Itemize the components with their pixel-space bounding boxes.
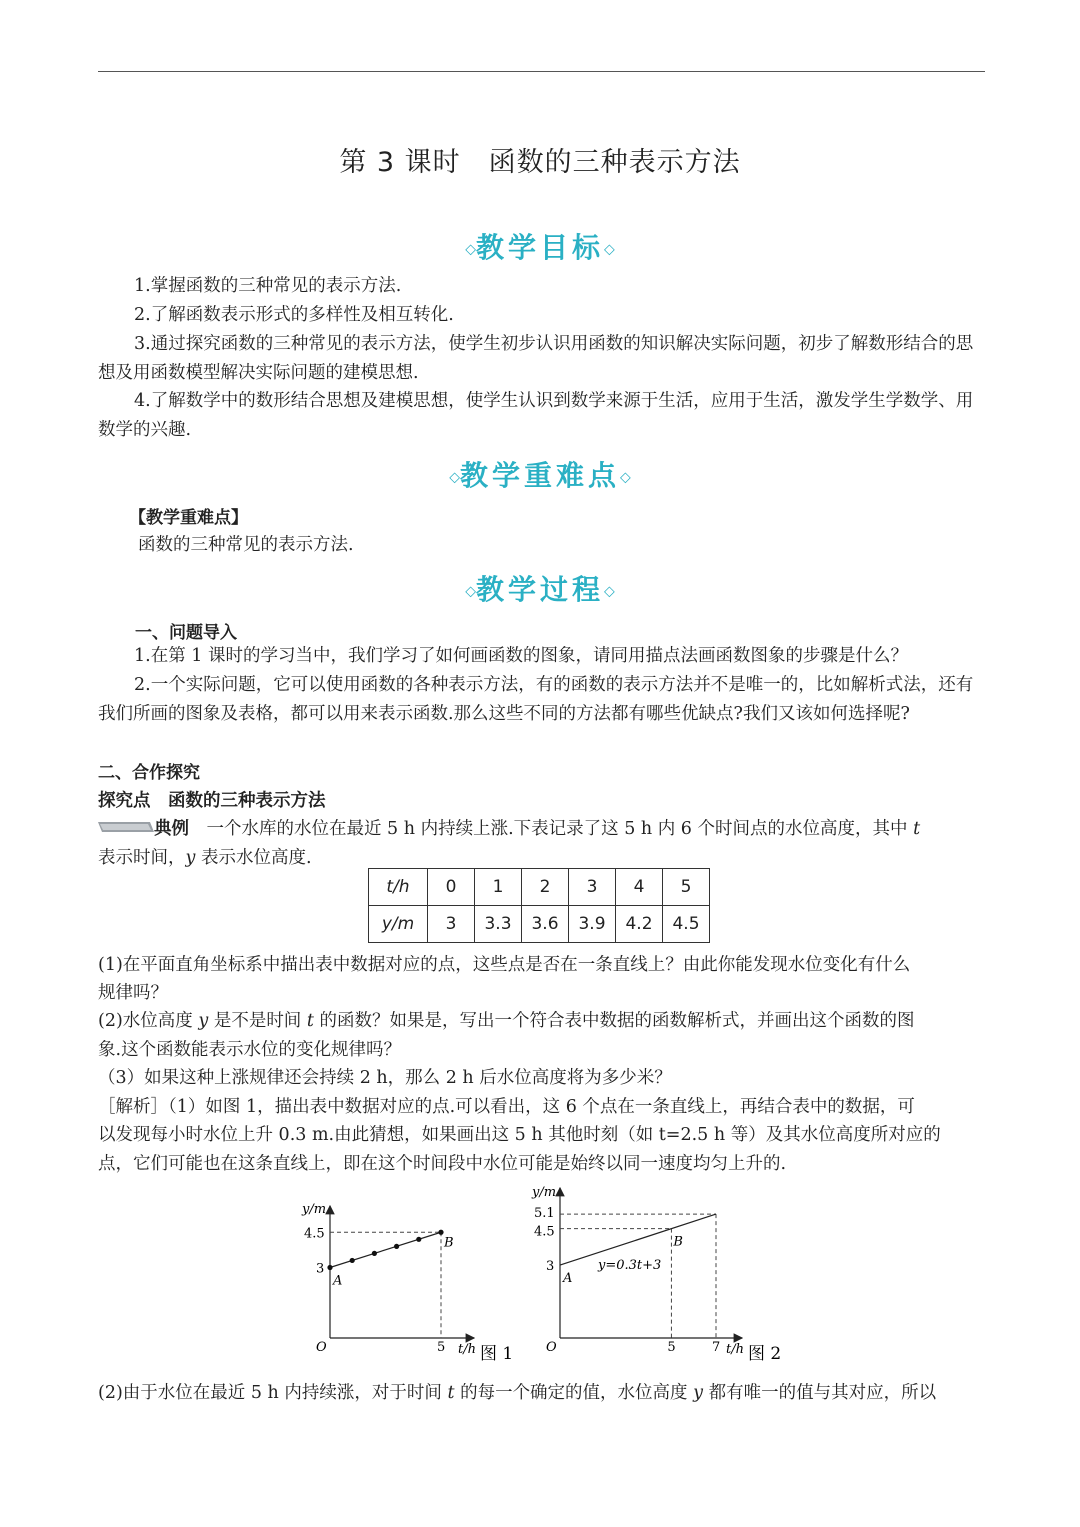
figure-caption: 图 2	[748, 1344, 782, 1364]
table-cell: 3	[569, 869, 616, 906]
table-header-cell: y/m	[369, 906, 428, 943]
example-tag-icon	[98, 820, 154, 834]
section-title: 教学过程	[475, 573, 604, 606]
data-point	[372, 1251, 377, 1256]
objective-1: 1.掌握函数的三种常见的表示方法.	[134, 276, 402, 296]
table-row	[369, 906, 710, 943]
point-label-b: B	[444, 1235, 454, 1251]
table-cell: 4.2	[616, 906, 663, 943]
example-text-3: 表示水位高度.	[195, 848, 312, 868]
last-text: 都有唯一的值与其对应，所以	[703, 1383, 937, 1403]
section-header-process	[0, 568, 1080, 608]
diamond-icon: ◇	[620, 469, 631, 486]
table-row	[369, 869, 710, 906]
q2-text: 的函数？如果是，写出一个符合表中数据的函数解析式，并画出这个函数的图	[313, 1011, 915, 1031]
point-label-a: A	[333, 1273, 343, 1289]
section-title: 教学目标	[475, 231, 604, 264]
y-axis-label: y/m	[532, 1185, 557, 1200]
y-axis-label: y/m	[302, 1202, 327, 1217]
objective-3: 3.通过探究函数的三种常见的表示方法，使学生初步认识用函数的知识解决实际问题，初步了解数形结合的思想及用函数模型解决实际问题的建模思想.	[98, 334, 974, 383]
data-point	[394, 1244, 399, 1249]
page-title: 第 3 课时 函数的三种表示方法	[339, 147, 741, 178]
top-rule	[98, 71, 985, 72]
point-label-a: A	[563, 1271, 573, 1287]
x-tick-label: 7	[712, 1340, 721, 1355]
figure-1-chart	[296, 1198, 526, 1370]
section-title: 教学重难点	[459, 459, 620, 492]
y-tick-label: 5.1	[534, 1206, 555, 1222]
table-header-cell: t/h	[369, 869, 428, 906]
question-2-line-1	[98, 1007, 915, 1032]
question-1-line-2: 规律吗？	[98, 983, 168, 1003]
key-points-label: 【教学重难点】	[129, 508, 248, 528]
data-point	[438, 1230, 443, 1235]
table-cell: 3.6	[522, 906, 569, 943]
example-line-1	[98, 815, 920, 840]
x-tick-label: 5	[437, 1340, 446, 1355]
var-t: t	[306, 1011, 314, 1031]
intro-question-1: 1.在第 1 课时的学习当中，我们学习了如何画函数的图象，请同用描点法画函数图象的步骤是什么？	[134, 646, 908, 666]
diamond-icon: ◇	[604, 583, 615, 600]
table-cell: 0	[428, 869, 475, 906]
part2-title: 二、合作探究	[98, 763, 200, 783]
table-cell: 1	[475, 869, 522, 906]
var-t: t	[913, 819, 921, 839]
intro-question-2: 2.一个实际问题，它可以使用函数的各种表示方法，有的函数的表示方法并不是唯一的，比如解析式法，还有我们所画的图象及表格，都可以用来表示函数.那么这些不同的方法都有哪些优缺点?我们又该如何选择呢?	[98, 675, 974, 724]
table-cell: 3	[428, 906, 475, 943]
y-tick-label: 4.5	[534, 1224, 555, 1240]
diamond-icon: ◇	[604, 241, 615, 258]
solution-line-1	[98, 1093, 915, 1118]
last-text: 的每一个确定的值，水位高度	[454, 1383, 694, 1403]
diamond-icon: ◇	[449, 469, 460, 486]
q2-text: (2)水位高度	[98, 1011, 199, 1031]
section-header-key-points	[0, 454, 1080, 494]
origin-label: O	[546, 1340, 557, 1355]
question-3: （3）如果这种上涨规律还会持续 2 h，那么 2 h 后水位高度将为多少米？	[98, 1068, 672, 1088]
last-line	[98, 1379, 936, 1404]
var-y: y	[185, 848, 196, 868]
y-tick-label: 4.5	[304, 1226, 325, 1242]
x-tick-label: 5	[667, 1340, 676, 1355]
table-cell: 3.9	[569, 906, 616, 943]
data-point	[350, 1258, 355, 1263]
part1-title: 一、问题导入	[135, 623, 237, 643]
point-label-b: B	[673, 1234, 683, 1250]
example-label: 典例	[154, 819, 189, 839]
guide-lines	[330, 1232, 441, 1338]
var-y: y	[198, 1011, 209, 1031]
equation-label: y=0.3t+3	[598, 1258, 662, 1274]
axis-labels	[301, 1202, 513, 1364]
example-text: 一个水库的水位在最近 5 h 内持续上涨.下表记录了这 5 h 内 6 个时间点的水位高度，其中	[206, 819, 914, 839]
table-cell: 2	[522, 869, 569, 906]
example-line-2	[98, 844, 312, 869]
solution-line-2: 以发现每小时水位上升 0.3 m.由此猜想，如果画出这 5 h 其他时刻（如 t=2.5 h 等）及其水位高度所对应的	[98, 1125, 941, 1145]
solution-line-3: 点，它们可能也在这条直线上，即在这个时间段中水位可能是始终以同一速度均匀上升的.	[98, 1154, 787, 1174]
explore-point-label: 探究点 函数的三种表示方法	[98, 791, 326, 811]
table-cell: 5	[663, 869, 710, 906]
var-t: t	[447, 1383, 455, 1403]
x-axis-label: t/h	[726, 1342, 744, 1357]
x-axis-label: t/h	[458, 1342, 476, 1357]
axis-labels	[531, 1185, 781, 1364]
table-cell: 4.5	[663, 906, 710, 943]
diamond-icon: ◇	[465, 241, 476, 258]
key-points-text: 函数的三种常见的表示方法.	[138, 535, 354, 555]
objective-4: 4.了解数学中的数形结合思想及建模思想，使学生认识到数学来源于生活，应用于生活，激发学生学数学、用数学的兴趣.	[98, 391, 974, 440]
diamond-icon: ◇	[465, 583, 476, 600]
question-1-line-1: (1)在平面直角坐标系中描出表中数据对应的点，这些点是否在一条直线上？由此你能发现水位变化有什么	[98, 955, 911, 975]
series-line	[330, 1232, 441, 1267]
origin-label: O	[316, 1340, 327, 1355]
guide-lines	[560, 1214, 716, 1338]
example-text-2: 表示时间，	[98, 848, 186, 868]
objective-2: 2.了解函数表示形式的多样性及相互转化.	[134, 305, 454, 325]
figure-2-chart	[526, 1180, 796, 1370]
section-header-objectives	[0, 226, 1080, 266]
data-point	[416, 1237, 421, 1242]
figure-caption: 图 1	[480, 1344, 514, 1364]
question-2-line-2: 象.这个函数能表示水位的变化规律吗？	[98, 1040, 402, 1060]
solution-label: ［解析］	[98, 1097, 168, 1117]
table-cell: 4	[616, 869, 663, 906]
data-table	[368, 868, 710, 943]
last-text: (2)由于水位在最近 5 h 内持续涨，对于时间	[98, 1383, 448, 1403]
data-point	[327, 1265, 332, 1270]
series-segment	[330, 1232, 441, 1267]
var-y: y	[693, 1383, 704, 1403]
y-tick-label: 3	[316, 1261, 325, 1277]
y-tick-label: 3	[546, 1259, 555, 1275]
q2-text: 是不是时间	[208, 1011, 307, 1031]
solution-text: （1）如图 1，描出表中数据对应的点.可以看出，这 6 个点在一条直线上，再结合表中的数据，可	[168, 1097, 915, 1117]
table-cell: 3.3	[475, 906, 522, 943]
